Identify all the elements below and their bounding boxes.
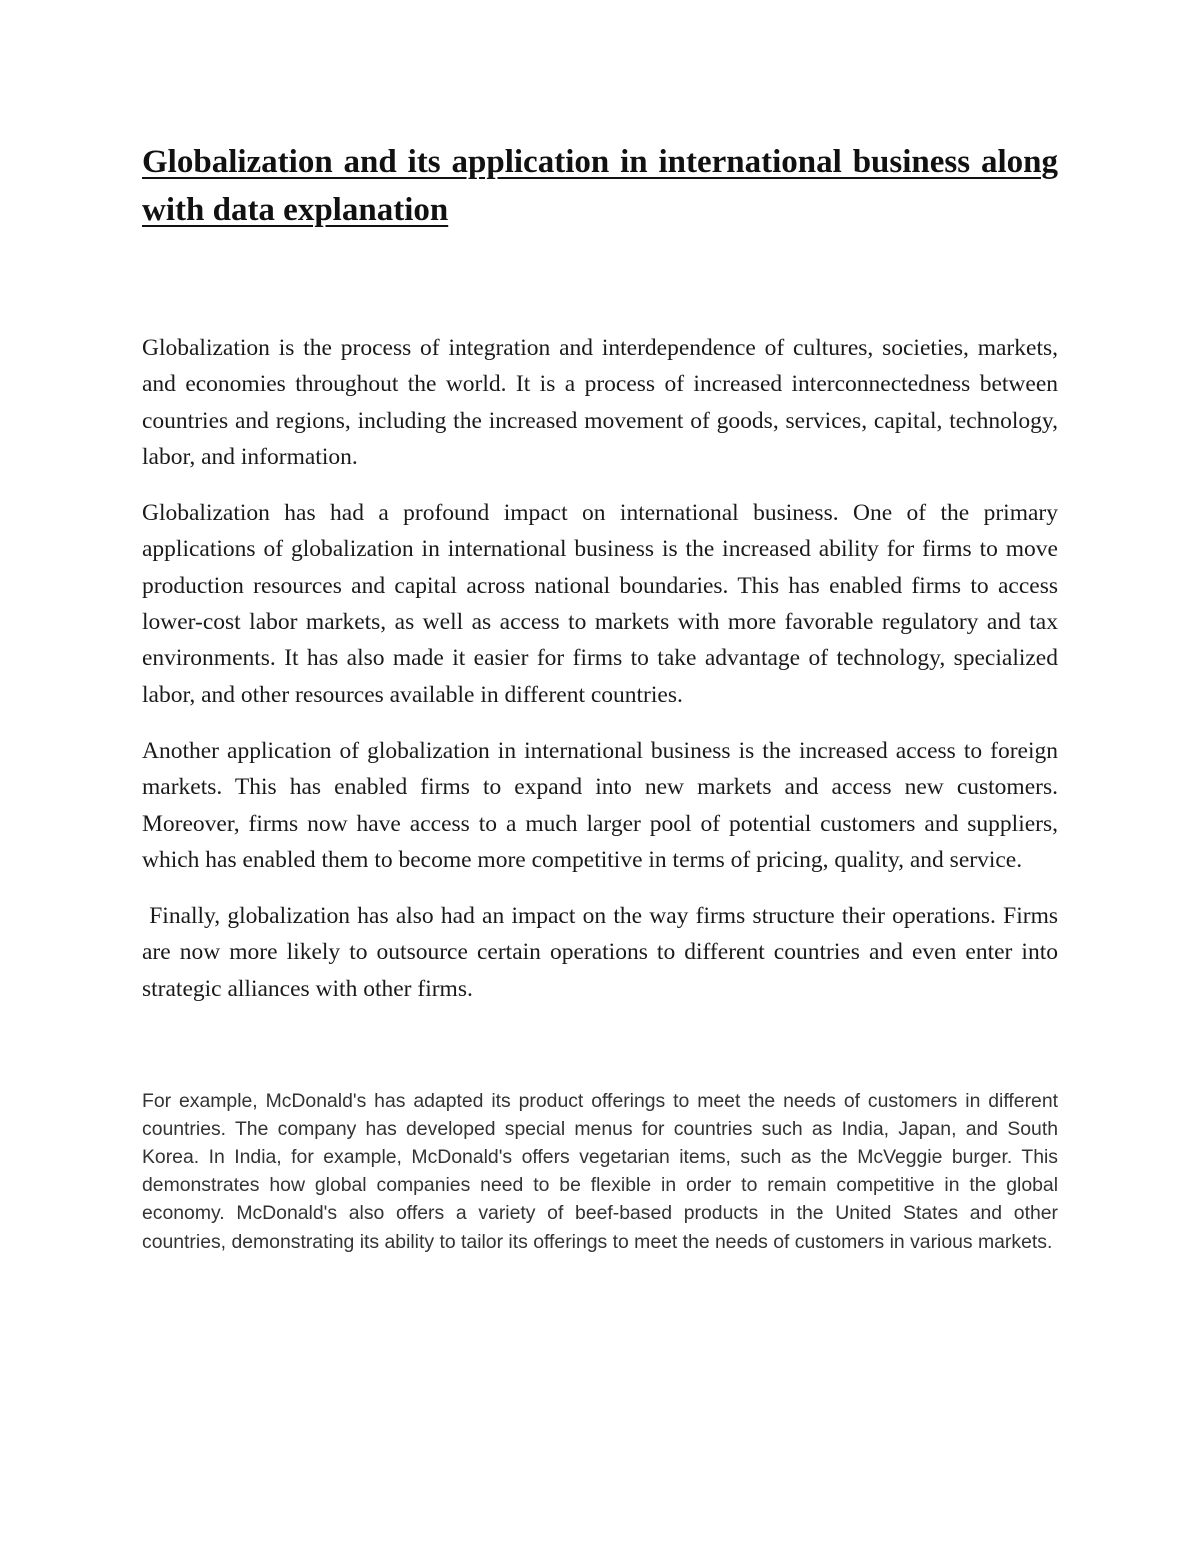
paragraph-foreign-markets: Another application of globalization in international business is the increased access to foreign markets. This has enabled firms to expand into new markets and access new customers. Moreover, firms now have access to a much larger pool of potential customers and suppliers, which has enabled them to become more competitive in terms of pricing, quality, and service. (142, 737, 1058, 873)
paragraph-impact: Globalization has had a profound impact on international business. One of the primary applications of globalization in international business is the increased ability for firms to move production resources and capital across national boundaries. This has enabled firms to access lower-cost labor markets, as well as access to markets with more favorable regulatory and tax environments. It has also made it easier for firms to take advantage of technology, specialized labor, and other resources available in different countries. (142, 500, 1058, 708)
paragraph-definition: Globalization is the process of integration and interdependence of cultures, societies, markets, and economies throughout the world. It is a process of increased interconnectedness between countries and regions, including the increased movement of goods, services, capital, technology, labor, and information. (142, 335, 1058, 470)
paragraph-example: For example, McDonald's has adapted its product offerings to meet the needs of customers in different countries. The company has developed special menus for countries such as India, Japan, and South Korea. In India, for example, McDonald's offers vegetarian items, such as the McVeggie burger. This demonstrates how global companies need to be flexible in order to remain competitive in the global economy. McDonald's also offers a variety of beef-based products in the United States and other countries, demonstrating its ability to tailor its offerings to meet the needs of customers in various markets. (142, 1090, 1058, 1253)
paragraph-operations: Finally, globalization has also had an impact on the way firms structure their operations. Firms are now more likely to outsource certain operations to different countries and even enter into strategic alliances with other firms. (142, 903, 1064, 1002)
document-content (142, 138, 1064, 1256)
document-title: Globalization and its application in international business along with data explanation (142, 144, 1058, 228)
